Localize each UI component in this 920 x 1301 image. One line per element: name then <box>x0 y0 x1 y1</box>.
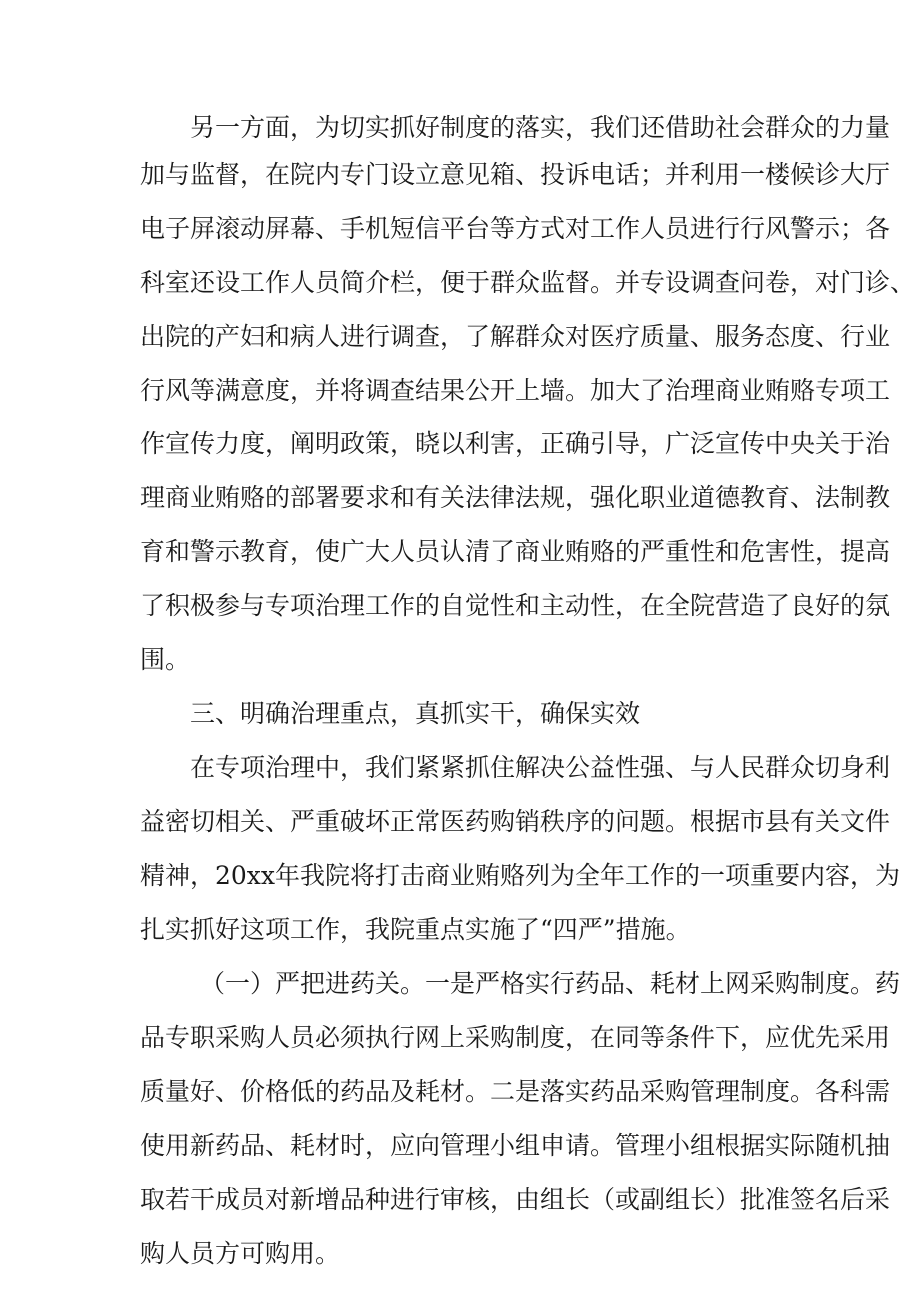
paragraph-1-line: 电子屏滚动屏幕、手机短信平台等方式对工作人员进行行风警示；各 <box>140 214 891 243</box>
paragraph-1-line: 围。 <box>140 645 191 674</box>
paragraph-1-line: 育和警示教育，使广大人员认清了商业贿赂的严重性和危害性，提高 <box>140 537 891 566</box>
paragraph-1-line: 另一方面，为切实抓好制度的落实，我们还借助社会群众的力量 <box>190 113 891 142</box>
paragraph-2-line: 扎实抓好这项工作，我院重点实施了“四严”措施。 <box>140 915 691 944</box>
paragraph-3-line: 使用新药品、耗材时，应向管理小组申请。管理小组根据实际随机抽 <box>140 1131 891 1160</box>
paragraph-1-line: 行风等满意度，并将调查结果公开上墙。加大了治理商业贿赂专项工 <box>140 376 891 405</box>
paragraph-2-line: 在专项治理中，我们紧紧抓住解决公益性强、与人民群众切身利 <box>190 753 891 782</box>
paragraph-3-line: 购人员方可购用。 <box>140 1239 341 1268</box>
paragraph-1-line: 加与监督，在院内专门设立意见箱、投诉电话；并利用一楼候诊大厅 <box>140 160 891 189</box>
paragraph-3-line: 品专职采购人员必须执行网上采购制度，在同等条件下，应优先采用 <box>140 1023 891 1052</box>
paragraph-3-line: 质量好、价格低的药品及耗材。二是落实药品采购管理制度。各科需 <box>140 1077 891 1106</box>
paragraph-3-line: 取若干成员对新增品种进行审核，由组长（或副组长）批准签名后采 <box>140 1185 891 1214</box>
paragraph-1-line: 作宣传力度，阐明政策，晓以利害，正确引导，广泛宣传中央关于治 <box>140 429 891 458</box>
paragraph-1-line: 理商业贿赂的部署要求和有关法律法规，强化职业道德教育、法制教 <box>140 483 891 512</box>
paragraph-1-line: 科室还设工作人员简介栏，便于群众监督。并专设调查问卷，对门诊、 <box>140 268 916 297</box>
paragraph-3-line: （一）严把进药关。一是严格实行药品、耗材上网采购制度。药 <box>200 969 901 998</box>
paragraph-1-line: 出院的产妇和病人进行调查，了解群众对医疗质量、服务态度、行业 <box>140 322 891 351</box>
paragraph-2-line: 精神，20xx年我院将打击商业贿赂列为全年工作的一项重要内容，为 <box>140 861 901 890</box>
paragraph-1-line: 了积极参与专项治理工作的自觉性和主动性，在全院营造了良好的氛 <box>140 591 891 620</box>
paragraph-2-line: 益密切相关、严重破坏正常医药购销秩序的问题。根据市县有关文件 <box>140 807 891 836</box>
section-heading: 三、明确治理重点，真抓实干，确保实效 <box>190 699 641 728</box>
